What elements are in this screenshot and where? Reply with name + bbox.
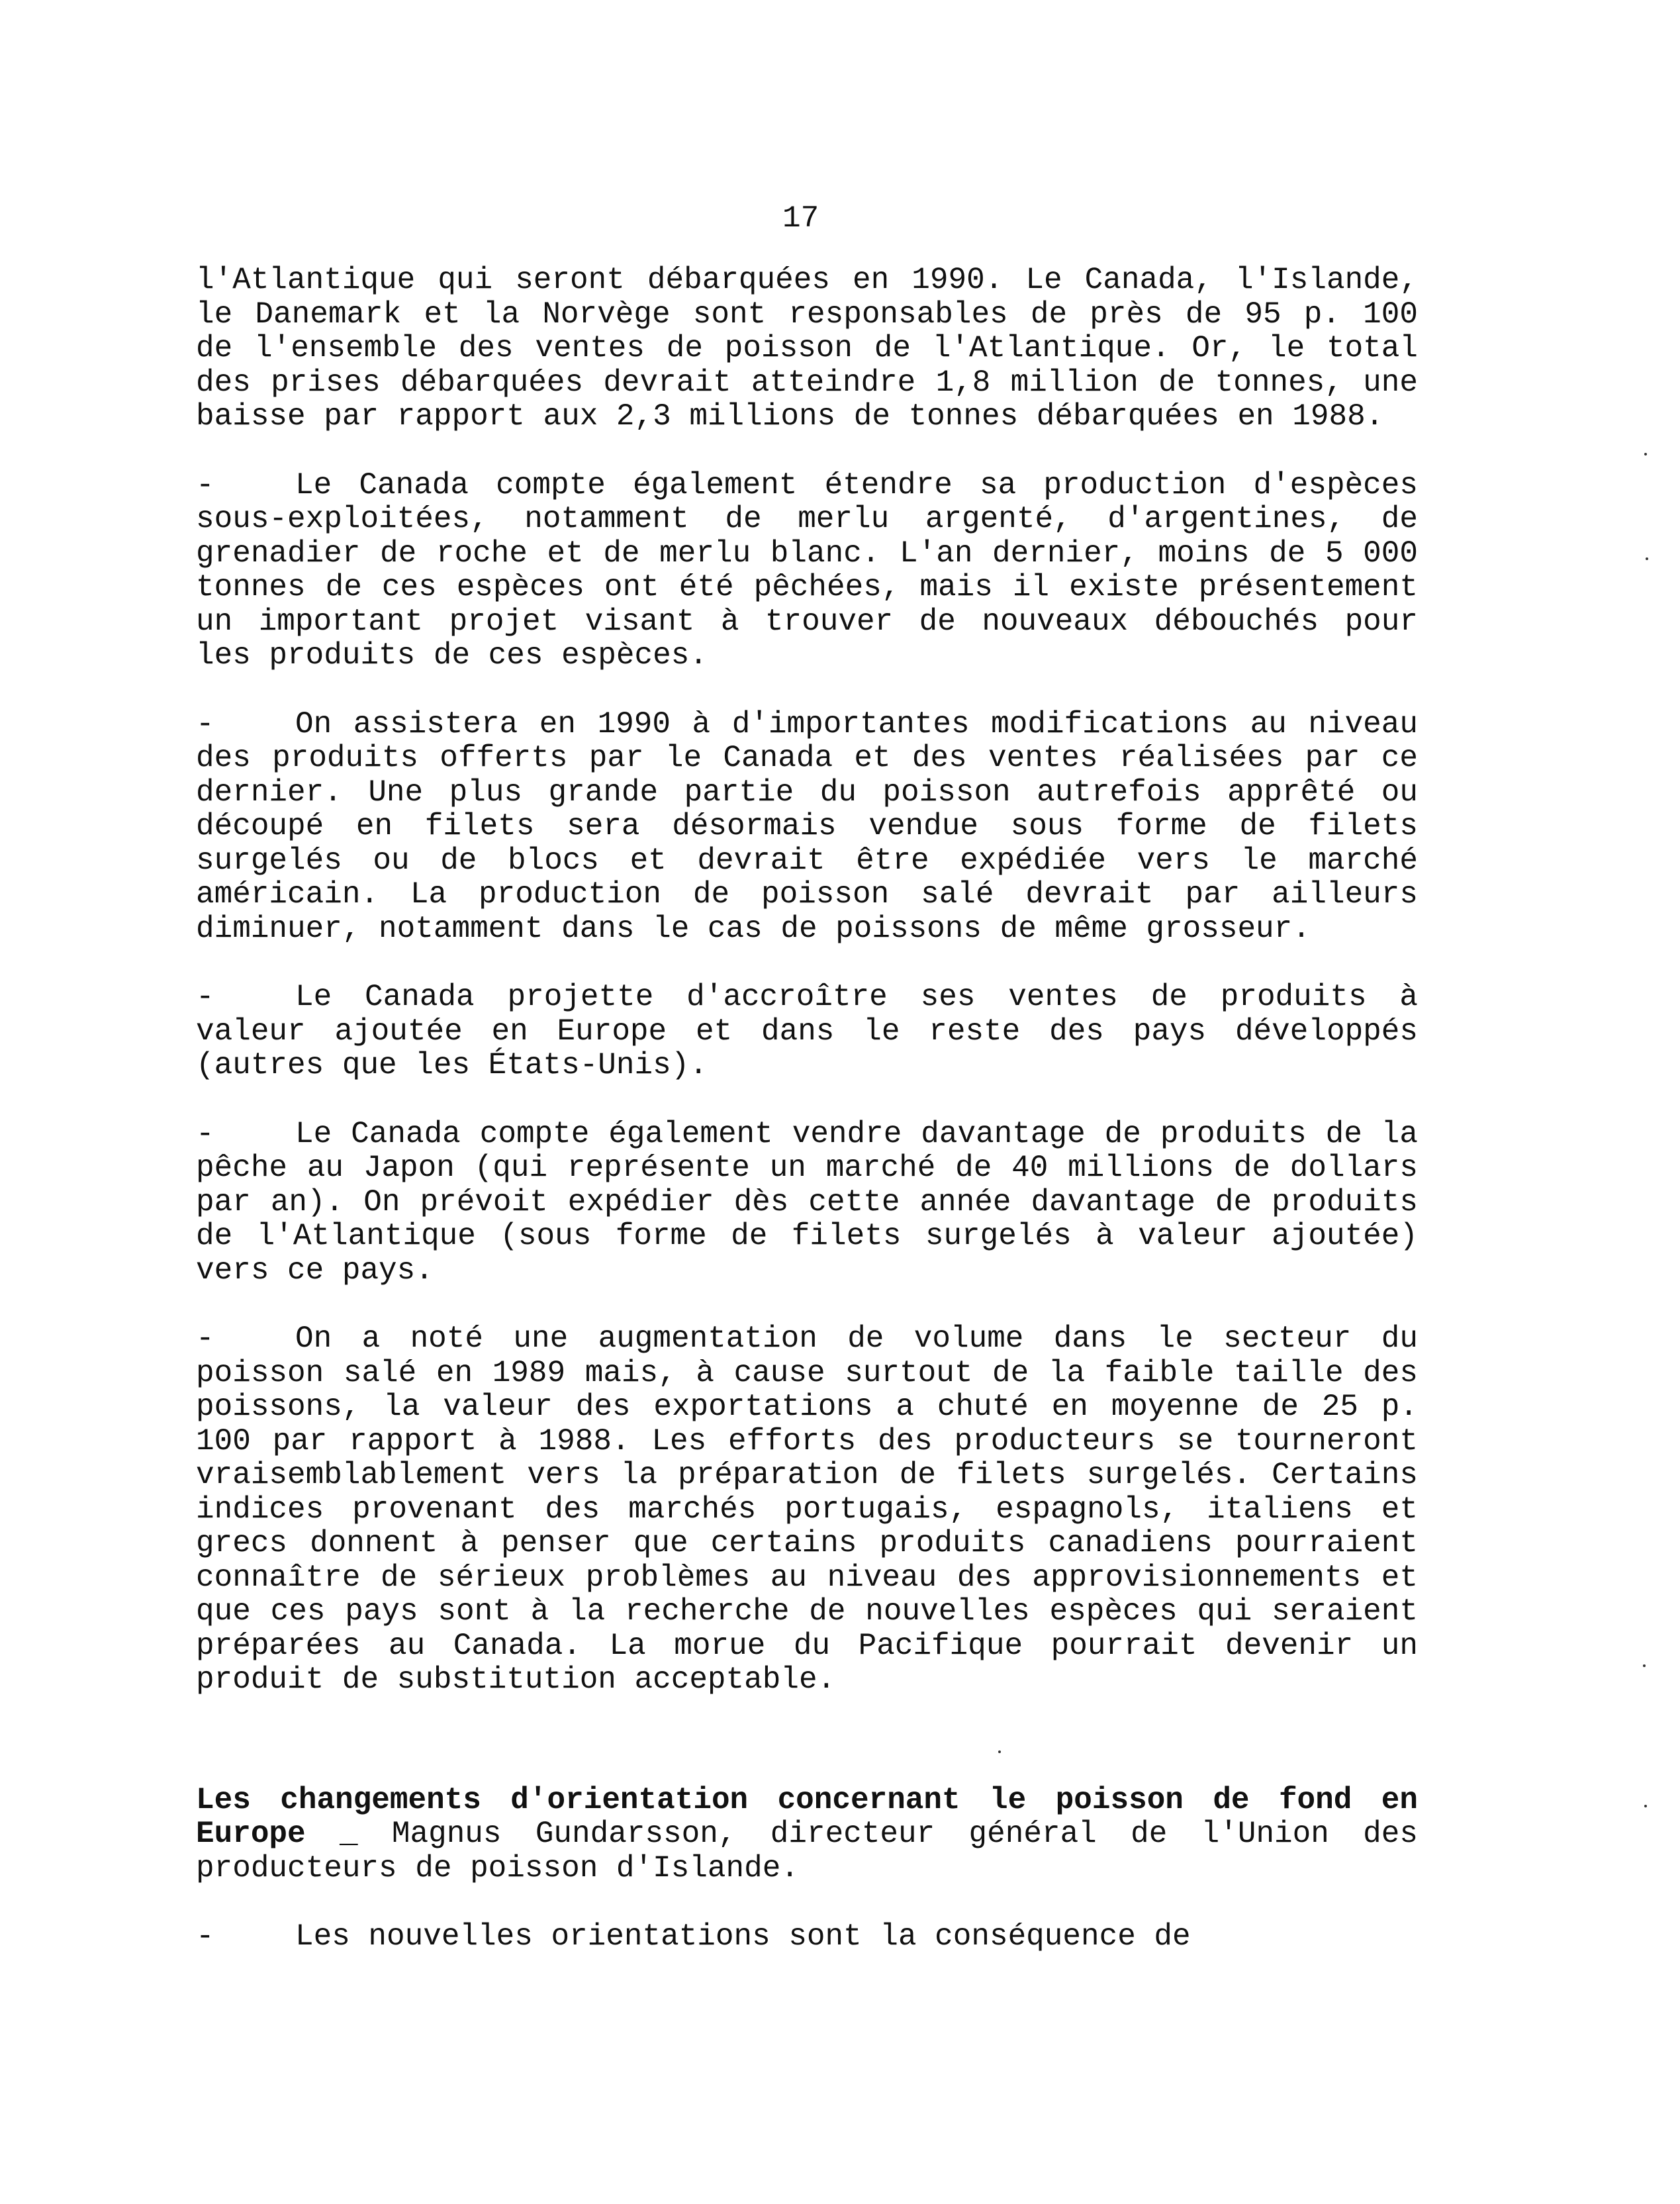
section-heading (196, 1784, 1418, 1886)
paragraph-text: On assistera en 1990 à d'importantes modifications au niveau des produits offerts par le Canada et des ventes réalisées par ce dernier. Une plus grande partie du poisson autrefois apprêté ou découpé en filets sera désormais vendue sous forme de filets surgelés ou de blocs et devrait être expédiée vers le marché américain. La production de poisson salé devrait par ailleurs diminuer, notamment dans le cas de poissons de même grosseur. (196, 706, 1418, 946)
scan-speck (1643, 1664, 1646, 1667)
section-heading-byline: _ Magnus Gundarsson, directeur général de l'Union des producteurs de poisson d'Islande. (196, 1817, 1418, 1886)
bullet-paragraph-new-orientations (196, 1920, 1418, 1954)
paragraph-continuation (196, 264, 1418, 434)
bullet-paragraph-japan-market (196, 1118, 1418, 1288)
paragraph-text: Le Canada compte également vendre davantage de produits de la pêche au Japon (qui représente un marché de 40 millions de dollars par an). On prévoit expédier dès cette année davantage de produits de l'Atlantique (sous forme de filets surgelés à valeur ajoutée) vers ce pays. (196, 1116, 1418, 1288)
bullet-dash: - (196, 980, 214, 1014)
scan-speck (1646, 557, 1648, 560)
bullet-dash: - (196, 1116, 214, 1151)
scan-speck (1644, 453, 1647, 455)
scan-speck (1644, 1805, 1647, 1807)
bullet-paragraph-underexploited-species (196, 469, 1418, 673)
bullet-paragraph-value-added-europe (196, 981, 1418, 1083)
paragraph-text: Les nouvelles orientations sont la conséquence de (295, 1919, 1191, 1954)
document-body (196, 264, 1418, 1989)
paragraph-text: Le Canada projette d'accroître ses ventes de produits à valeur ajoutée en Europe et dans le reste des pays développés (autres que les États-Unis). (196, 980, 1418, 1082)
bullet-dash: - (196, 706, 214, 742)
page-number: 17 (782, 201, 819, 236)
bullet-dash: - (196, 1919, 214, 1954)
scan-speck (998, 1750, 1001, 1753)
bullet-paragraph-salted-fish (196, 1322, 1418, 1698)
paragraph-text: Le Canada compte également étendre sa production d'espèces sous-exploitées, notamment de merlu argenté, d'argentines, de grenadier de roche et de merlu blanc. L'an dernier, moins de 5 000 tonnes de ces espèces ont été pêchées, mais il existe présentement un important projet visant à trouver de nouveaux débouchés pour les produits de ces espèces. (196, 467, 1418, 673)
bullet-paragraph-product-changes (196, 708, 1418, 947)
bullet-dash: - (196, 467, 214, 503)
paragraph-text: l'Atlantique qui seront débarquées en 1990. Le Canada, l'Islande, le Danemark et la Norvège sont responsables de près de 95 p. 100 de l'ensemble des ventes de poisson de l'Atlantique. Or, le total des prises débarquées devrait atteindre 1,8 million de tonnes, une baisse par rapport aux 2,3 millions de tonnes débarquées en 1988. (196, 263, 1418, 434)
section-heading-title: Les changements d'orientation concernant le poisson de fond en Europe (196, 1782, 1418, 1851)
paragraph-text: On a noté une augmentation de volume dans le secteur du poisson salé en 1989 mais, à cause surtout de la faible taille des poissons, la valeur des exportations a chuté en moyenne de 25 p. 100 par rapport à 1988. Les efforts des producteurs se tourneront vraisemblablement vers la préparation de filets surgelés. Certains indices provenant des marchés portugais, espagnols, italiens et grecs donnent à penser que certains produits canadiens pourraient connaître de sérieux problèmes au niveau des approvisionnements et que ces pays sont à la recherche de nouvelles espèces qui seraient préparées au Canada. La morue du Pacifique pourrait devenir un produit de substitution acceptable. (196, 1321, 1418, 1697)
bullet-dash: - (196, 1321, 214, 1356)
